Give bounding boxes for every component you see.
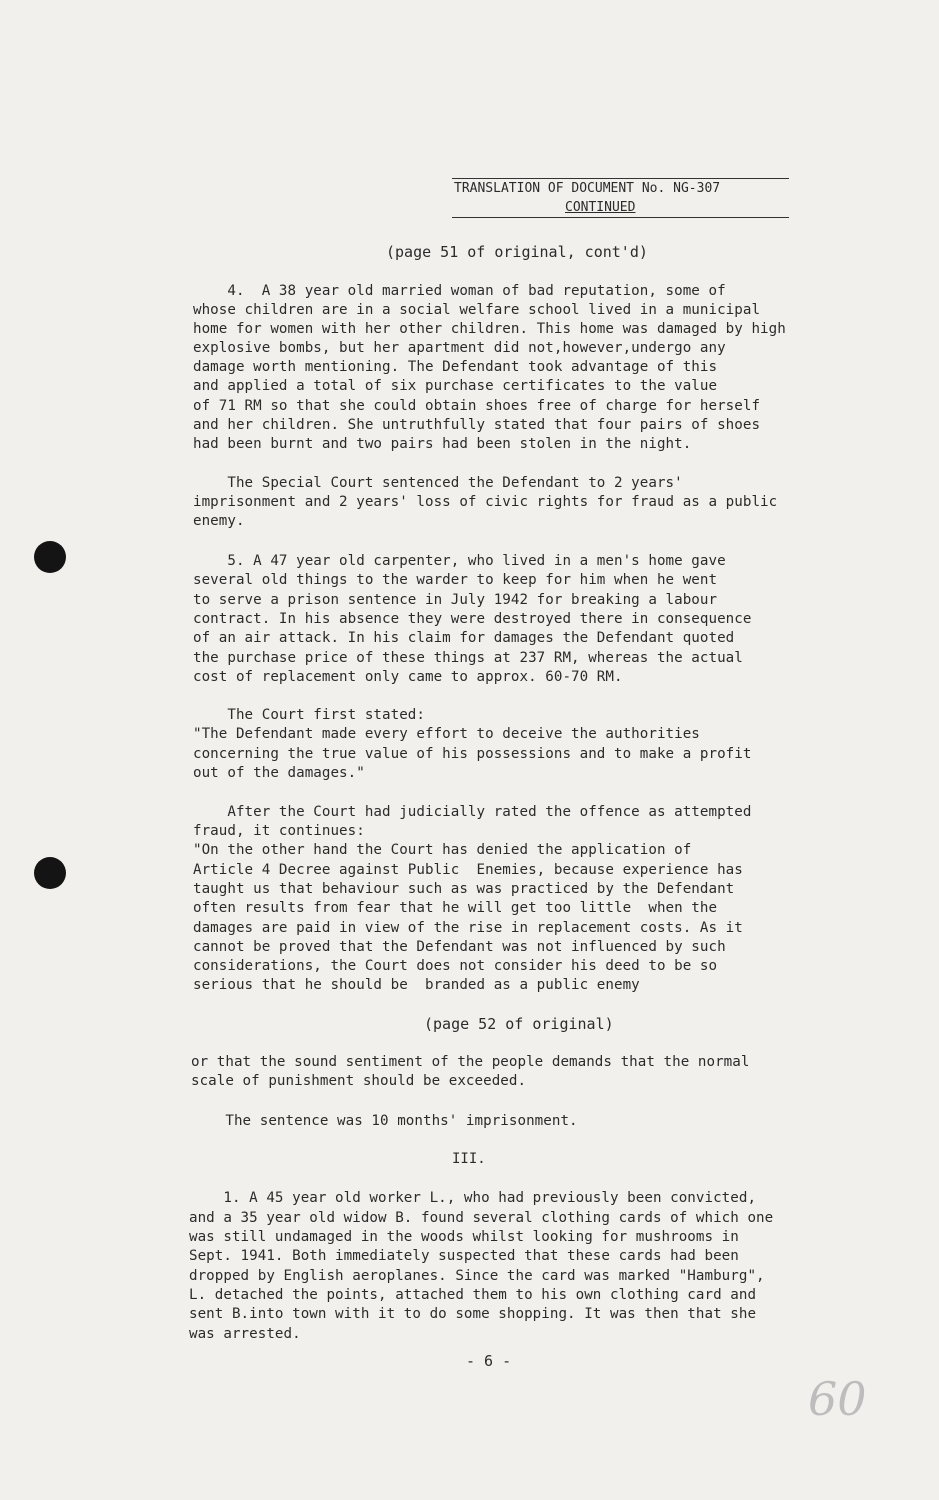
para5-court-line-2: "The Defendant made every effort to deceive the authorities xyxy=(193,726,700,742)
para5-line-7: cost of replacement only came to approx. 60-70 RM. xyxy=(193,669,623,685)
para5-line-2: several old things to the warder to keep for him when he went xyxy=(193,572,718,588)
section3-para1-line-8: was arrested. xyxy=(189,1326,301,1342)
para5-line-3: to serve a prison sentence in July 1942 for breaking a labour xyxy=(193,592,718,608)
para4-line-9: had been burnt and two pairs had been stolen in the night. xyxy=(193,436,692,452)
para5-cont-line-2: scale of punishment should be exceeded. xyxy=(191,1073,527,1089)
para4-line-5: damage worth mentioning. The Defendant took advantage of this xyxy=(193,359,718,375)
para4-line-3: home for women with her other children. This home was damaged by high xyxy=(193,321,786,337)
section3-para1-line-6: L. detached the points, attached them to his own clothing card and xyxy=(189,1287,757,1303)
punch-hole-upper xyxy=(34,541,66,573)
para5-line-4: contract. In his absence they were destroyed there in consequence xyxy=(193,611,752,627)
header-title: TRANSLATION OF DOCUMENT No. NG-307 xyxy=(454,181,721,196)
para5-after-line-10: serious that he should be branded as a public enemy xyxy=(193,977,640,993)
para4-sentence-line-2: imprisonment and 2 years' loss of civic rights for fraud as a public xyxy=(193,494,778,510)
para5-sentence: The sentence was 10 months' imprisonment. xyxy=(191,1113,578,1129)
section3-para1-line-4: Sept. 1941. Both immediately suspected that these cards had been xyxy=(189,1248,739,1264)
para5-after-line-3: "On the other hand the Court has denied the application of xyxy=(193,842,692,858)
para5-after-line-7: damages are paid in view of the rise in replacement costs. As it xyxy=(193,920,743,936)
para4-line-1: 4. A 38 year old married woman of bad reputation, some of xyxy=(193,283,726,299)
section3-para1-line-3: was still undamaged in the woods whilst looking for mushrooms in xyxy=(189,1229,739,1245)
para5-after-line-4: Article 4 Decree against Public Enemies, because experience has xyxy=(193,862,743,878)
section3-para1-line-1: 1. A 45 year old worker L., who had previously been convicted, xyxy=(189,1190,757,1206)
para4-line-8: and her children. She untruthfully stated that four pairs of shoes xyxy=(193,417,761,433)
page-reference-52: (page 52 of original) xyxy=(424,1015,614,1033)
section3-para1-line-5: dropped by English aeroplanes. Since the card was marked "Hamburg", xyxy=(189,1268,765,1284)
section-heading: III. xyxy=(452,1151,486,1167)
handwritten-page-number: 60 xyxy=(808,1372,867,1426)
para4-line-4: explosive bombs, but her apartment did not,however,undergo any xyxy=(193,340,726,356)
para5-after-line-8: cannot be proved that the Defendant was not influenced by such xyxy=(193,939,726,955)
para5-line-6: the purchase price of these things at 237 RM, whereas the actual xyxy=(193,650,743,666)
para4-sentence-line-1: The Special Court sentenced the Defendant to 2 years' xyxy=(193,475,683,491)
para5-after-line-5: taught us that behaviour such as was practiced by the Defendant xyxy=(193,881,735,897)
para5-after-line-1: After the Court had judicially rated the offence as attempted xyxy=(193,804,752,820)
para5-line-1: 5. A 47 year old carpenter, who lived in a men's home gave xyxy=(193,553,726,569)
para5-cont-line-1: or that the sound sentiment of the people demands that the normal xyxy=(191,1054,750,1070)
para5-after-line-9: considerations, the Court does not consider his deed to be so xyxy=(193,958,718,974)
para4-line-2: whose children are in a social welfare school lived in a municipal xyxy=(193,302,761,318)
page-reference-51: (page 51 of original, cont'd) xyxy=(386,243,648,261)
page-number: - 6 - xyxy=(466,1352,512,1370)
para5-line-5: of an air attack. In his claim for damages the Defendant quoted xyxy=(193,630,735,646)
para4-line-7: of 71 RM so that she could obtain shoes free of charge for herself xyxy=(193,398,761,414)
para5-after-line-6: often results from fear that he will get too little when the xyxy=(193,900,718,916)
para4-sentence-line-3: enemy. xyxy=(193,513,245,529)
section3-para1-line-7: sent B.into town with it to do some shopping. It was then that she xyxy=(189,1306,757,1322)
section3-para1-line-2: and a 35 year old widow B. found several clothing cards of which one xyxy=(189,1210,774,1226)
header-continued: CONTINUED xyxy=(565,200,636,215)
para5-court-line-4: out of the damages." xyxy=(193,765,365,781)
para4-line-6: and applied a total of six purchase certificates to the value xyxy=(193,378,718,394)
para5-after-line-2: fraud, it continues: xyxy=(193,823,365,839)
para5-court-line-3: concerning the true value of his possessions and to make a profit xyxy=(193,746,752,762)
para5-court-line-1: The Court first stated: xyxy=(193,707,425,723)
punch-hole-lower xyxy=(34,857,66,889)
document-header xyxy=(452,178,789,218)
